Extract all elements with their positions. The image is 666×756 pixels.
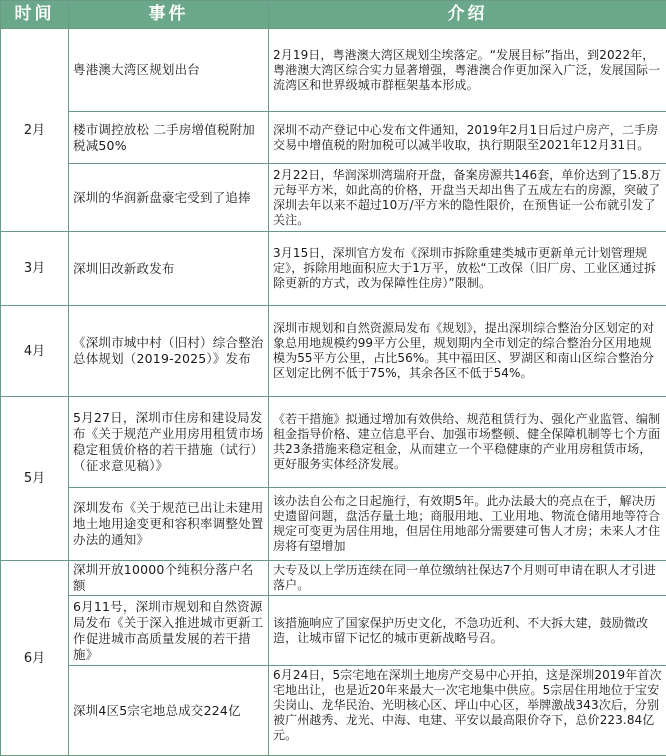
intro-cell: 深圳不动产登记中心发布文件通知，2019年2月1日后过户房产，二手房交易中增值税的附加税可以减半收取，执行期限至2021年12月31日。 <box>269 112 666 164</box>
intro-cell: 《若干措施》拟通过增加有效供给、规范租赁行为、强化产业监管、编制租金指导价格、建立信息平台、加强市场整顿、健全保障机制等七个方面共23条措施来稳定租金，从而建立一个平稳健康的产业用房租赁市场，更好服务实体经济发展。 <box>269 397 666 488</box>
header-time: 时间 <box>1 1 69 29</box>
intro-cell: 大专及以上学历连续在同一单位缴纳社保达7个月则可申请在职人才引进落户。 <box>269 561 666 596</box>
event-cell: 《深圳市城中村（旧村）综合整治总体规划（2019-2025）》发布 <box>69 306 269 397</box>
month-cell: 3月 <box>1 232 69 306</box>
table-row <box>1 397 666 488</box>
event-cell: 深圳开放10000个纯积分落户名额 <box>69 561 269 596</box>
intro-cell: 该办法自公布之日起施行，有效期5年。此办法最大的亮点在于，解决历史遗留问题，盘活存量土地；商服用地、工业用地、物流仓储用地等符合规定可变更为居住用地，但居住用地部分需要建可售人才房；未来人才住房将有望增加 <box>269 488 666 561</box>
event-cell: 粤港澳大湾区规划出台 <box>69 29 269 112</box>
month-cell: 5月 <box>1 397 69 561</box>
table-row <box>1 29 666 112</box>
event-cell: 楼市调控放松 二手房增值税附加税减50% <box>69 112 269 164</box>
event-cell: 深圳的华润新盘豪宅受到了追捧 <box>69 164 269 232</box>
header-event: 事件 <box>69 1 269 29</box>
table-row <box>1 666 666 756</box>
table-row <box>1 232 666 306</box>
month-cell: 6月 <box>1 561 69 756</box>
event-cell: 6月11号，深圳市规划和自然资源局发布《关于深入推进城市更新工作促进城市高质量发展的若干措施》 <box>69 596 269 666</box>
month-cell: 4月 <box>1 306 69 397</box>
event-cell: 深圳旧改新政发布 <box>69 232 269 306</box>
intro-cell: 2月22日，华润深圳湾瑞府开盘，备案房源共146套，单价达到了15.8万元每平方米，如此高的价格，开盘当天却出售了五成左右的房源，突破了深圳去年以来不超过10万/平方米的隐性限价，在预售证一公布就引发了关注。 <box>269 164 666 232</box>
table-row <box>1 596 666 666</box>
intro-cell: 6月24日，5宗宅地在深圳土地房产交易中心开拍，这是深圳2019年首次宅地出让，也是近20年来最大一次宅地集中供应。5宗居住用地位于宝安尖岗山、龙华民治、光明核心区、坪山中心区，举牌激战343次后，分别被广州越秀、龙光、中海、电建、平安以最高限价夺下，总价223.84亿元。 <box>269 666 666 756</box>
table-row <box>1 306 666 397</box>
intro-cell: 该措施响应了国家保护历史文化，不急功近利、不大拆大建，鼓励微改造，让城市留下记忆的城市更新战略号召。 <box>269 596 666 666</box>
table-row <box>1 488 666 561</box>
event-cell: 5月27日，深圳市住房和建设局发布《关于规范产业用房用租赁市场稳定租赁价格的若干措施（试行）（征求意见稿）》 <box>69 397 269 488</box>
event-cell: 深圳4区5宗宅地总成交224亿 <box>69 666 269 756</box>
table-row <box>1 561 666 596</box>
intro-cell: 2月19日，粤港澳大湾区规划尘埃落定。“发展目标”指出，到2022年，粤港澳大湾区综合实力显著增强，粤港澳合作更加深入广泛，发展国际一流湾区和世界级城市群框架基本形成。 <box>269 29 666 112</box>
table-row <box>1 164 666 232</box>
header-intro: 介绍 <box>269 1 666 29</box>
month-cell: 2月 <box>1 29 69 232</box>
event-cell: 深圳发布《关于规范已出让未建用地土地用途变更和容积率调整处置办法的通知》 <box>69 488 269 561</box>
intro-cell: 深圳市规划和自然资源局发布《规划》，提出深圳综合整治分区划定的对象总用地规模约99平方公里，规划期内全市划定的综合整治分区用地规模为55平方公里，占比56%。其中福田区、罗湖区和南山区综合整治分区划定比例不低于75%，其余各区不低于54%。 <box>269 306 666 397</box>
header-row <box>1 1 666 29</box>
intro-cell: 3月15日，深圳官方发布《深圳市拆除重建类城市更新单元计划管理规定》，拆除用地面积应大于1万平，放松“工改保（旧厂房、工业区通过拆除更新的方式，改为保障性住房）”限制。 <box>269 232 666 306</box>
table-row <box>1 112 666 164</box>
